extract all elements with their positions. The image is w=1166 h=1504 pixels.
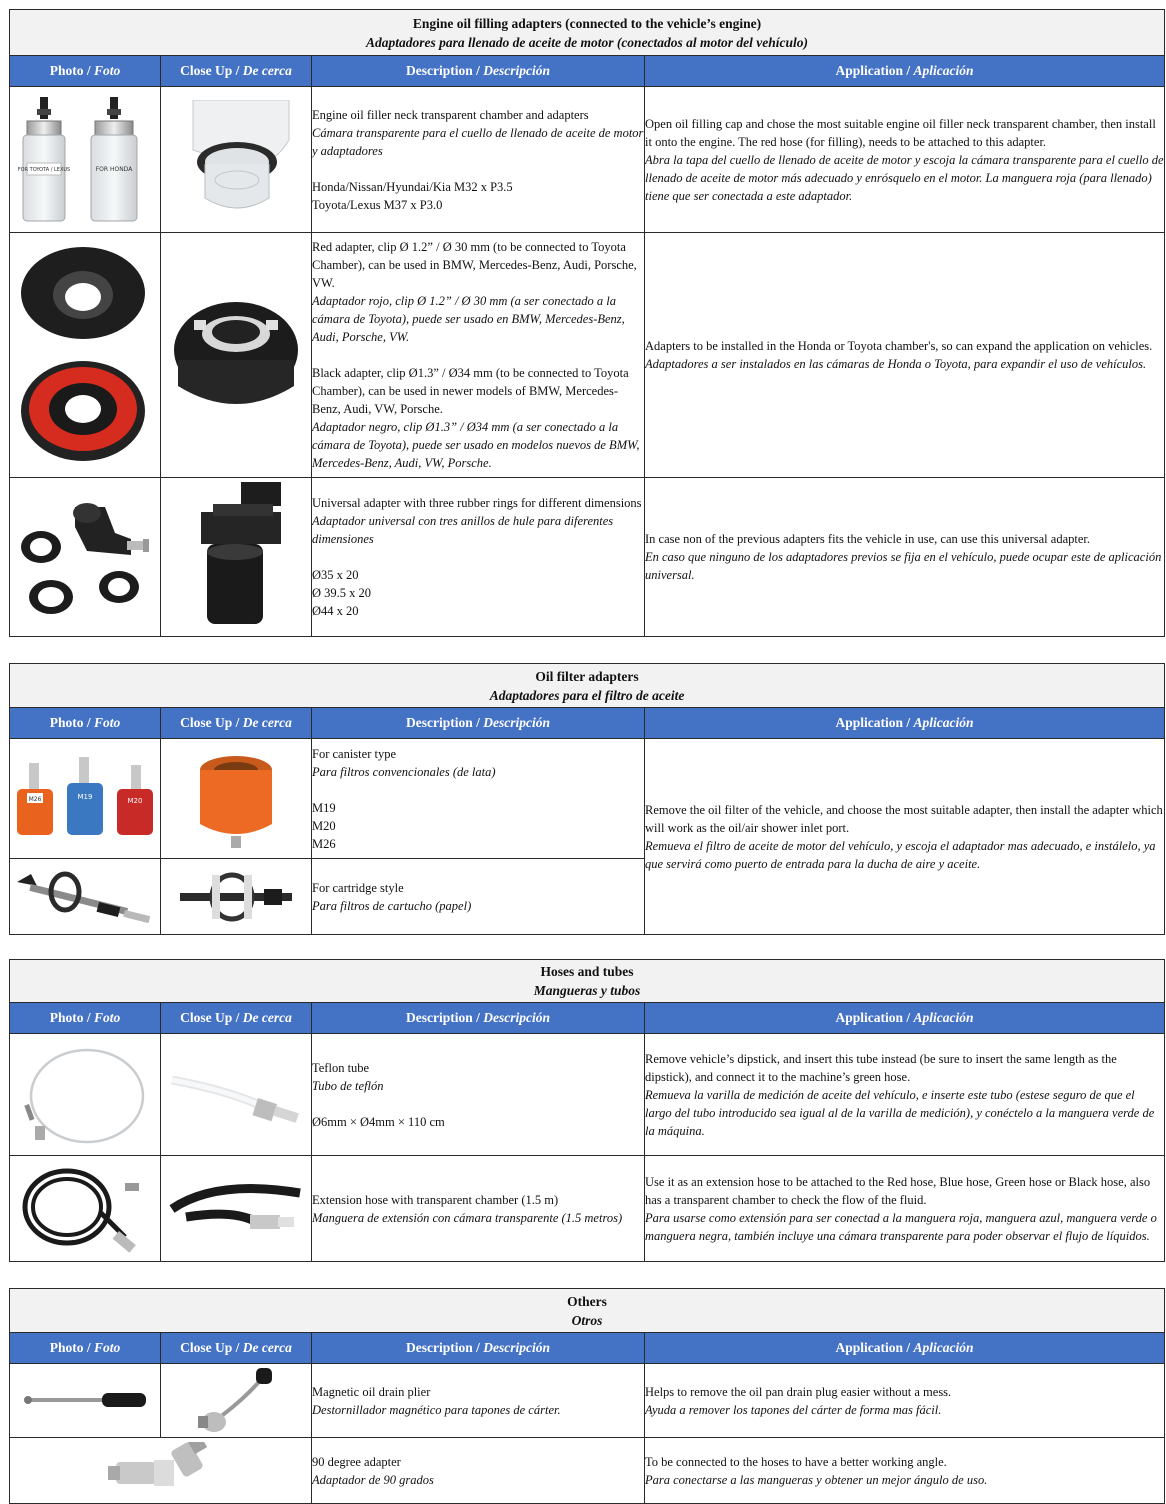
- toyota-chamber-label: FOR TOYOTA / LEXUS: [17, 166, 71, 173]
- description-es: Tubo de teflón: [312, 1078, 384, 1093]
- others-table: [9, 1288, 1165, 1504]
- header-description: Description / Descripción: [312, 1333, 645, 1364]
- table-row: [10, 1034, 1165, 1156]
- description-en: Black adapter, clip Ø1.3” / Ø34 mm (to be connected to Toyota Chamber), can be used in newer models of BMW, Mercedes-Benz, Audi, VW, Porsche.: [312, 366, 629, 416]
- description-en: Magnetic oil drain plier: [312, 1384, 431, 1399]
- spec-line: Ø6mm × Ø4mm × 110 cm: [312, 1114, 445, 1129]
- closeup-teflon-tube: [161, 1034, 312, 1156]
- photo-90-degree-adapter: [10, 1438, 312, 1504]
- header-application: Application / Aplicación: [645, 1333, 1165, 1364]
- description-es: Destornillador magnético para tapones de cárter.: [312, 1402, 561, 1417]
- application-en: Use it as an extension hose to be attached to the Red hose, Blue hose, Green hose or Black hose, also has a transparent chamber to check the flow of the fluid.: [645, 1174, 1151, 1207]
- description-cell: [312, 233, 645, 478]
- spec-line: M20: [312, 818, 336, 833]
- application-es: Para conectarse a las mangueras y obtener un mejor ángulo de uso.: [645, 1472, 988, 1487]
- application-es: Abra la tapa del cuello de llenado de aceite de motor y escoja la cámara transparente para el cuello de llenado de aceite de motor más adecuado y enrósquelo en el motor. La manguera roja (para llenado) tiene que ser conectada a este adaptador.: [645, 152, 1164, 203]
- spec-line: Ø44 x 20: [312, 604, 359, 618]
- section-title: [10, 10, 1165, 56]
- application-en: Helps to remove the oil pan drain plug easier without a mess.: [645, 1384, 952, 1399]
- description-en: Universal adapter with three rubber rings for different dimensions: [312, 496, 642, 510]
- closeup-magnetic-drain-plier: [161, 1364, 312, 1438]
- header-application: Application / Aplicación: [645, 708, 1165, 739]
- photo-extension-hose: [10, 1156, 161, 1262]
- application-en: In case non of the previous adapters fits the vehicle in use, can use this universal adapter.: [645, 532, 1090, 546]
- description-en: Engine oil filler neck transparent chamber and adapters: [312, 107, 589, 122]
- header-close-up: Close Up / De cerca: [161, 1003, 312, 1034]
- table-row: [10, 233, 1165, 478]
- application-cell: [645, 1034, 1165, 1156]
- application-es: Remueva el filtro de aceite de motor del vehículo, y escoja el adaptador mas adecuado, e instálelo, ya que servirá como puerto de entrada para la ducha de aire y aceite.: [645, 838, 1156, 871]
- m20-label: M20: [127, 796, 142, 805]
- description-cell: [312, 87, 645, 233]
- section-title-es: Otros: [571, 1312, 603, 1328]
- description-es: Adaptador rojo, clip Ø 1.2” / Ø 30 mm (a ser conectado a la cámara de Toyota), puede ser usado en BMW, Mercedes-Benz, Audi, Porsche, VW.: [312, 294, 625, 344]
- photo-cartridge-adapter: [10, 859, 161, 935]
- header-application: Application / Aplicación: [645, 56, 1165, 87]
- closeup-extension-hose: [161, 1156, 312, 1262]
- application-en: To be connected to the hoses to have a better working angle.: [645, 1454, 947, 1469]
- photo-canister-adapters: [10, 739, 161, 859]
- hoses-and-tubes-table: [9, 959, 1165, 1262]
- description-es: Cámara transparente para el cuello de llenado de aceite de motor y adaptadores: [312, 125, 644, 158]
- section-title: [10, 1289, 1165, 1333]
- application-cell: [645, 739, 1165, 935]
- description-en: For cartridge style: [312, 880, 404, 895]
- application-cell: [645, 1438, 1165, 1504]
- table-header-row: [10, 1333, 1165, 1364]
- closeup-black-adapter: [161, 233, 312, 478]
- application-es: Remueva la varilla de medición de aceite del vehículo, e inserte este tubo (estese seguro de que el largo del tubo introducido sea igual al de la varilla de medición), y conéctelo a la manguera verde de la máquina.: [645, 1087, 1155, 1138]
- photo-magnetic-drain-plier: [10, 1364, 161, 1438]
- closeup-transparent-chamber: [161, 87, 312, 233]
- section-title-es: Mangueras y tubos: [533, 983, 641, 998]
- spec-line: Ø 39.5 x 20: [312, 586, 372, 600]
- closeup-universal-adapter: [161, 478, 312, 637]
- application-es: Adaptadores a ser instalados en las cámaras de Honda o Toyota, para expandir el uso de vehículos.: [645, 357, 1147, 371]
- application-es: Ayuda a remover los tapones del cárter de forma mas fácil.: [645, 1402, 942, 1417]
- description-en: 90 degree adapter: [312, 1454, 401, 1469]
- table-header-row: [10, 1003, 1165, 1034]
- spec-line: M19: [312, 800, 336, 815]
- section-title-es: Adaptadores para llenado de aceite de motor (conectados al motor del vehículo): [365, 34, 809, 50]
- spec-line: Honda/Nissan/Hyundai/Kia M32 x P3.5: [312, 179, 513, 194]
- description-es: Para filtros convencionales (de lata): [312, 764, 496, 779]
- application-en: Remove vehicle’s dipstick, and insert this tube instead (be sure to insert the same length as the dipstick), and connect it to the machine’s green hose.: [645, 1051, 1117, 1084]
- section-title-en: Others: [567, 1293, 607, 1309]
- table-row: [10, 1438, 1165, 1504]
- header-close-up: Close Up / De cerca: [161, 1333, 312, 1364]
- table-row: [10, 1364, 1165, 1438]
- application-cell: [645, 1364, 1165, 1438]
- description-cell: [312, 478, 645, 637]
- table-header-row: [10, 56, 1165, 87]
- honda-chamber-label: FOR HONDA: [95, 165, 133, 173]
- application-en: Open oil filling cap and chose the most suitable engine oil filler neck transparent chamber, then install it onto the engine. The red hose (for filling), needs to be attached to this adapter.: [645, 116, 1156, 149]
- section-title: [10, 960, 1165, 1003]
- header-application: Application / Aplicación: [645, 1003, 1165, 1034]
- header-photo: Photo / Foto: [10, 56, 161, 87]
- spec-line: M26: [312, 836, 336, 851]
- header-photo: Photo / Foto: [10, 1333, 161, 1364]
- m19-label: M19: [77, 792, 92, 801]
- application-en: Remove the oil filter of the vehicle, and choose the most suitable adapter, then install the adapter which will work as the oil/air shower inlet port.: [645, 802, 1163, 835]
- spec-line: Toyota/Lexus M37 x P3.0: [312, 197, 443, 212]
- section-title-en: Engine oil filling adapters (connected to the vehicle’s engine): [412, 15, 762, 31]
- table-row: [10, 739, 1165, 859]
- application-cell: [645, 233, 1165, 478]
- header-close-up: Close Up / De cerca: [161, 708, 312, 739]
- engine-oil-filling-adapters-table: [9, 9, 1165, 637]
- spec-line: Ø35 x 20: [312, 568, 359, 582]
- table-header-row: [10, 708, 1165, 739]
- description-cell: [312, 1364, 645, 1438]
- table-row: [10, 87, 1165, 233]
- application-cell: [645, 87, 1165, 233]
- header-close-up: Close Up / De cerca: [161, 56, 312, 87]
- header-description: Description / Descripción: [312, 1003, 645, 1034]
- photo-transparent-chambers: [10, 87, 161, 233]
- application-es: En caso que ninguno de los adaptadores previos se fija en el vehículo, puede ocupar este de aplicación universal.: [645, 550, 1162, 582]
- application-cell: [645, 1156, 1165, 1262]
- section-title-en: Oil filter adapters: [535, 668, 639, 684]
- description-en: Extension hose with transparent chamber (1.5 m): [312, 1192, 559, 1207]
- header-description: Description / Descripción: [312, 56, 645, 87]
- header-photo: Photo / Foto: [10, 708, 161, 739]
- description-es: Adaptador de 90 grados: [312, 1472, 434, 1487]
- section-title: [10, 664, 1165, 708]
- application-cell: [645, 478, 1165, 637]
- m26-label: M26: [28, 795, 41, 803]
- header-photo: Photo / Foto: [10, 1003, 161, 1034]
- description-cell: [312, 1034, 645, 1156]
- table-row: [10, 1156, 1165, 1262]
- header-description: Description / Descripción: [312, 708, 645, 739]
- description-es: Adaptador negro, clip Ø1.3” / Ø34 mm (a ser conectado a la cámara de Toyota), puede ser usado en modelos nuevos de BMW, Mercedes-Benz, Audi, VW, Porsche.: [312, 420, 640, 470]
- section-title-es: Adaptadores para el filtro de aceite: [489, 687, 685, 703]
- description-cell: [312, 1156, 645, 1262]
- photo-universal-adapter: [10, 478, 161, 637]
- description-en: Teflon tube: [312, 1060, 370, 1075]
- description-cell: [312, 739, 645, 859]
- description-en: For canister type: [312, 746, 397, 761]
- table-row: [10, 478, 1165, 637]
- description-es: Para filtros de cartucho (papel): [312, 898, 472, 913]
- description-cell: [312, 1438, 645, 1504]
- description-en: Red adapter, clip Ø 1.2” / Ø 30 mm (to be connected to Toyota Chamber), can be used in BMW, Mercedes-Benz, Audi, Porsche, VW.: [312, 240, 637, 290]
- description-es: Adaptador universal con tres anillos de hule para diferentes dimensiones: [312, 514, 614, 546]
- closeup-cartridge-adapter: [161, 859, 312, 935]
- description-cell: [312, 859, 645, 935]
- photo-red-black-adapters: [10, 233, 161, 478]
- application-en: Adapters to be installed in the Honda or Toyota chamber's, so can expand the application on vehicles.: [645, 339, 1153, 353]
- closeup-canister-adapter: [161, 739, 312, 859]
- photo-teflon-tube: [10, 1034, 161, 1156]
- section-title-en: Hoses and tubes: [540, 964, 634, 979]
- description-es: Manguera de extensión con cámara transparente (1.5 metros): [312, 1210, 623, 1225]
- application-es: Para usarse como extensión para ser conectad a la manguera roja, manguera azul, manguera verde o manguera negra, también incluye una cámara transparente para poder observar el flujo de líquidos.: [645, 1210, 1157, 1243]
- oil-filter-adapters-table: [9, 663, 1165, 935]
